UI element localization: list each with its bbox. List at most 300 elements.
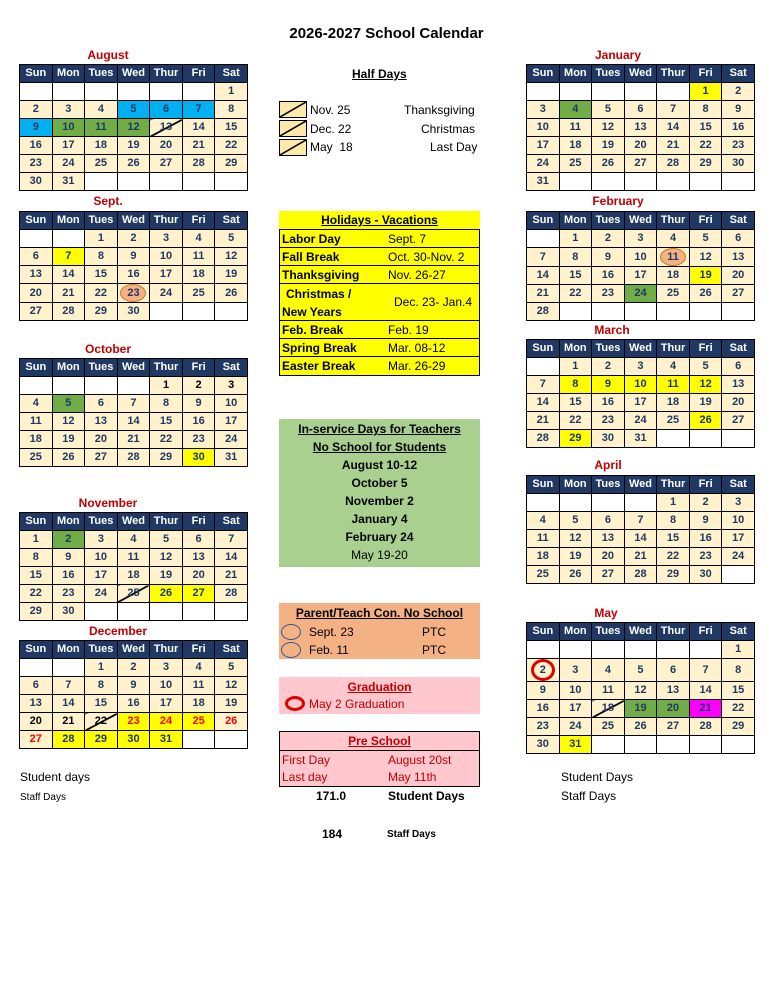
day-cell: 3 [527, 101, 560, 119]
empty-day-cell [722, 736, 755, 754]
day-cell: 18 [85, 137, 118, 155]
week-row [20, 137, 248, 155]
day-cell: 9 [592, 376, 625, 394]
empty-day-cell [215, 173, 248, 191]
day-cell: 25 [657, 285, 690, 303]
empty-day-cell [722, 303, 755, 321]
day-cell: 22 [722, 700, 755, 718]
day-cell: 29 [20, 603, 53, 621]
day-cell: 10 [215, 395, 248, 413]
day-cell: 1 [689, 83, 722, 101]
graduation-box [279, 677, 480, 714]
week-row [527, 682, 755, 700]
day-cell: 27 [20, 303, 53, 321]
ptc-label: PTC [422, 625, 446, 639]
student-days-label-left: Student days [20, 770, 91, 784]
week-row [527, 376, 755, 394]
day-cell: 13 [657, 682, 690, 700]
day-cell: 6 [150, 101, 183, 119]
day-cell: 16 [52, 567, 85, 585]
day-cell: 19 [215, 695, 248, 713]
day-header: Thur [150, 65, 183, 83]
calendar-march [526, 339, 755, 448]
day-cell: 28 [527, 430, 560, 448]
day-cell: 7 [117, 395, 150, 413]
day-cell: 23 [20, 155, 53, 173]
day-header: Fri [689, 623, 722, 641]
day-header: Wed [624, 212, 657, 230]
day-cell: 6 [20, 677, 53, 695]
day-cell: 14 [52, 695, 85, 713]
day-cell: 3 [150, 659, 183, 677]
holiday-date: Dec. 23- Jan.4 [394, 295, 473, 309]
day-number: 23 [120, 284, 146, 302]
day-cell: 10 [722, 512, 755, 530]
day-cell: 5 [559, 512, 592, 530]
day-cell: 30 [117, 303, 150, 321]
day-cell: 25 [559, 155, 592, 173]
day-header: Wed [624, 340, 657, 358]
day-cell: 4 [182, 659, 215, 677]
day-cell: 22 [85, 284, 118, 303]
week-row [527, 303, 755, 321]
day-cell: 17 [215, 413, 248, 431]
day-cell: 26 [215, 713, 248, 731]
day-cell: 21 [215, 567, 248, 585]
day-header-row [20, 641, 248, 659]
day-header: Fri [182, 359, 215, 377]
day-header: Wed [624, 65, 657, 83]
day-cell: 26 [150, 585, 183, 603]
day-cell: 16 [182, 413, 215, 431]
day-header: Fri [182, 65, 215, 83]
preschool-value: August 20st [388, 753, 452, 767]
empty-day-cell [722, 173, 755, 191]
day-header: Wed [624, 476, 657, 494]
day-cell: 28 [624, 566, 657, 584]
day-cell: 25 [20, 449, 53, 467]
week-row [20, 413, 248, 431]
day-cell: 31 [527, 173, 560, 191]
month-title-september: Sept. [93, 194, 123, 208]
week-row [20, 173, 248, 191]
day-cell: 16 [592, 267, 625, 285]
day-header: Sun [20, 65, 53, 83]
week-row [527, 230, 755, 248]
half-day-label: Last Day [430, 140, 478, 154]
holiday-date: Oct. 30-Nov. 2 [388, 250, 465, 264]
day-header: Tues [592, 65, 625, 83]
day-header: Tues [592, 340, 625, 358]
day-cell: 27 [722, 285, 755, 303]
day-header-row [527, 212, 755, 230]
day-cell: 7 [215, 531, 248, 549]
day-cell: 27 [182, 585, 215, 603]
empty-day-cell [215, 303, 248, 321]
week-row [527, 430, 755, 448]
day-cell: 28 [689, 718, 722, 736]
empty-day-cell [689, 736, 722, 754]
day-cell: 24 [52, 155, 85, 173]
empty-day-cell [182, 731, 215, 749]
day-cell: 15 [85, 266, 118, 284]
half-days-heading: Half Days [352, 67, 407, 81]
empty-day-cell [182, 303, 215, 321]
day-cell: 24 [215, 431, 248, 449]
empty-day-cell [689, 641, 722, 659]
day-cell: 10 [624, 248, 657, 267]
day-cell: 15 [150, 413, 183, 431]
half-day-date: Nov. 25 [310, 103, 351, 117]
day-cell: 25 [592, 718, 625, 736]
day-cell: 21 [117, 431, 150, 449]
week-row [20, 230, 248, 248]
day-cell: 6 [20, 248, 53, 266]
ptc-label: PTC [422, 643, 446, 657]
day-cell: 4 [559, 101, 592, 119]
day-cell: 5 [215, 659, 248, 677]
holiday-name: Thanksgiving [282, 268, 360, 282]
empty-day-cell [592, 494, 625, 512]
empty-day-cell [85, 603, 118, 621]
week-row [20, 83, 248, 101]
day-cell: 27 [624, 155, 657, 173]
empty-day-cell [52, 377, 85, 395]
day-header: Mon [559, 623, 592, 641]
day-header-row [527, 65, 755, 83]
day-header: Thur [150, 212, 183, 230]
day-header: Fri [182, 641, 215, 659]
day-cell: 18 [117, 567, 150, 585]
day-cell: 13 [722, 376, 755, 394]
day-cell: 8 [150, 395, 183, 413]
day-cell: 4 [657, 230, 690, 248]
day-cell: 29 [215, 155, 248, 173]
day-cell: 28 [182, 155, 215, 173]
day-header: Sat [215, 359, 248, 377]
day-cell: 11 [527, 530, 560, 548]
day-header: Sat [215, 65, 248, 83]
day-cell: 14 [527, 267, 560, 285]
day-cell: 17 [52, 137, 85, 155]
week-row [527, 285, 755, 303]
day-header: Fri [689, 340, 722, 358]
day-cell: 28 [527, 303, 560, 321]
day-cell: 12 [592, 119, 625, 137]
week-row [20, 101, 248, 119]
day-cell: 20 [592, 548, 625, 566]
empty-day-cell [85, 83, 118, 101]
day-cell: 29 [150, 449, 183, 467]
day-header-row [20, 212, 248, 230]
day-cell: 3 [624, 358, 657, 376]
day-cell: 2 [592, 230, 625, 248]
day-cell: 6 [85, 395, 118, 413]
day-cell: 8 [722, 659, 755, 682]
day-header: Sun [527, 340, 560, 358]
day-cell: 7 [52, 248, 85, 266]
day-cell: 26 [52, 449, 85, 467]
month-title-august: August [87, 48, 129, 62]
week-row [20, 659, 248, 677]
empty-day-cell [624, 736, 657, 754]
day-cell: 25 [117, 585, 150, 603]
day-cell: 1 [20, 531, 53, 549]
preschool-divider [280, 750, 479, 751]
day-cell: 22 [657, 548, 690, 566]
day-cell: 11 [559, 119, 592, 137]
day-cell: 15 [657, 530, 690, 548]
day-cell [657, 248, 690, 267]
day-cell: 20 [182, 567, 215, 585]
week-row [20, 549, 248, 567]
month-title-may: May [594, 606, 618, 620]
calendar-august [19, 64, 248, 191]
day-cell: 19 [215, 266, 248, 284]
day-cell: 9 [117, 677, 150, 695]
day-cell: 3 [722, 494, 755, 512]
half-day-label: Christmas [421, 122, 476, 136]
holiday-row [279, 356, 480, 376]
day-cell: 30 [182, 449, 215, 467]
week-row [527, 119, 755, 137]
day-cell: 9 [182, 395, 215, 413]
calendar-september [19, 211, 248, 321]
empty-day-cell [117, 603, 150, 621]
day-cell: 19 [689, 267, 722, 285]
day-header: Sun [20, 359, 53, 377]
day-header: Thur [657, 623, 690, 641]
day-cell: 28 [52, 303, 85, 321]
day-cell: 8 [85, 248, 118, 266]
empty-day-cell [117, 377, 150, 395]
day-cell: 9 [527, 682, 560, 700]
day-cell: 19 [689, 394, 722, 412]
holiday-row [279, 320, 480, 339]
day-cell: 21 [527, 285, 560, 303]
day-cell: 10 [559, 682, 592, 700]
calendar-november [19, 512, 248, 621]
holiday-row [279, 338, 480, 357]
empty-day-cell [657, 303, 690, 321]
empty-day-cell [657, 173, 690, 191]
day-cell: 26 [215, 284, 248, 303]
day-cell: 4 [117, 531, 150, 549]
day-header: Tues [85, 359, 118, 377]
empty-day-cell [624, 173, 657, 191]
day-cell: 6 [592, 512, 625, 530]
day-cell: 5 [624, 659, 657, 682]
day-cell: 30 [527, 736, 560, 754]
empty-day-cell [689, 430, 722, 448]
day-cell: 5 [215, 230, 248, 248]
empty-day-cell [215, 603, 248, 621]
day-cell: 31 [215, 449, 248, 467]
empty-day-cell [527, 358, 560, 376]
day-header: Sat [215, 212, 248, 230]
week-row [527, 267, 755, 285]
day-cell: 12 [624, 682, 657, 700]
day-cell: 27 [150, 155, 183, 173]
day-cell: 1 [215, 83, 248, 101]
inservice-heading-teachers: In-service Days for Teachers [298, 422, 461, 436]
day-cell: 2 [722, 83, 755, 101]
day-cell: 1 [85, 230, 118, 248]
day-cell: 23 [52, 585, 85, 603]
holiday-name: Labor Day [282, 232, 341, 246]
inservice-box [279, 419, 480, 567]
holiday-row [279, 283, 480, 321]
day-cell: 25 [657, 412, 690, 430]
empty-day-cell [624, 494, 657, 512]
week-row [527, 641, 755, 659]
day-header: Wed [117, 65, 150, 83]
day-cell: 11 [182, 248, 215, 266]
day-header: Tues [592, 212, 625, 230]
half-day-swatch [279, 101, 307, 118]
day-header: Fri [182, 212, 215, 230]
day-cell: 8 [657, 512, 690, 530]
day-header: Mon [52, 65, 85, 83]
day-cell: 22 [20, 585, 53, 603]
empty-day-cell [85, 173, 118, 191]
day-cell: 13 [722, 248, 755, 267]
day-header: Mon [52, 641, 85, 659]
empty-day-cell [20, 83, 53, 101]
week-row [527, 659, 755, 682]
holiday-date: Mar. 26-29 [388, 359, 446, 373]
week-row [527, 412, 755, 430]
week-row [20, 567, 248, 585]
day-cell: 11 [20, 413, 53, 431]
day-cell: 16 [592, 394, 625, 412]
preschool-value: May 11th [388, 770, 437, 784]
empty-day-cell [150, 603, 183, 621]
day-header: Sun [527, 476, 560, 494]
day-cell: 29 [559, 430, 592, 448]
holiday-name: Fall Break [282, 250, 340, 264]
holiday-date: Sept. 7 [388, 232, 427, 246]
preschool-key: Last day [282, 770, 328, 784]
empty-day-cell [182, 173, 215, 191]
day-cell: 23 [527, 718, 560, 736]
day-cell: 17 [559, 700, 592, 718]
week-row [20, 377, 248, 395]
day-cell: 10 [527, 119, 560, 137]
day-header-row [527, 623, 755, 641]
day-cell: 16 [20, 137, 53, 155]
day-cell: 15 [559, 267, 592, 285]
week-row [527, 512, 755, 530]
week-row [20, 155, 248, 173]
day-cell: 22 [559, 412, 592, 430]
inservice-heading-students: No School for Students [312, 440, 447, 454]
empty-day-cell [722, 430, 755, 448]
half-day-date: Dec. 22 [310, 122, 352, 136]
day-cell: 15 [85, 695, 118, 713]
day-cell: 20 [20, 284, 53, 303]
day-header: Thur [150, 641, 183, 659]
day-cell: 6 [624, 101, 657, 119]
empty-day-cell [722, 566, 755, 584]
day-cell: 21 [657, 137, 690, 155]
day-cell: 18 [20, 431, 53, 449]
empty-day-cell [657, 736, 690, 754]
empty-day-cell [182, 603, 215, 621]
day-cell: 3 [150, 230, 183, 248]
week-row [20, 695, 248, 713]
day-cell: 29 [85, 731, 118, 749]
day-cell: 18 [657, 394, 690, 412]
day-cell: 4 [85, 101, 118, 119]
day-cell: 28 [117, 449, 150, 467]
day-cell: 16 [689, 530, 722, 548]
week-row [20, 431, 248, 449]
day-cell: 6 [657, 659, 690, 682]
day-header: Wed [117, 212, 150, 230]
week-row [527, 736, 755, 754]
day-cell: 20 [85, 431, 118, 449]
empty-day-cell [52, 83, 85, 101]
day-cell: 18 [527, 548, 560, 566]
day-cell: 17 [624, 267, 657, 285]
staff-days-label-left: Staff Days [20, 792, 66, 803]
day-cell: 2 [689, 494, 722, 512]
day-cell: 2 [20, 101, 53, 119]
week-row [527, 248, 755, 267]
empty-day-cell [117, 83, 150, 101]
day-cell: 21 [527, 412, 560, 430]
day-cell: 4 [527, 512, 560, 530]
day-cell: 30 [117, 731, 150, 749]
day-cell: 1 [657, 494, 690, 512]
day-cell: 14 [52, 266, 85, 284]
holiday-name: Easter Break [282, 359, 356, 373]
empty-day-cell [527, 83, 560, 101]
empty-day-cell [592, 173, 625, 191]
day-cell: 5 [52, 395, 85, 413]
day-cell: 22 [559, 285, 592, 303]
inservice-date: October 5 [351, 476, 408, 490]
day-cell: 20 [722, 394, 755, 412]
day-cell: 18 [592, 700, 625, 718]
day-cell: 23 [592, 285, 625, 303]
day-cell: 1 [85, 659, 118, 677]
empty-day-cell [592, 641, 625, 659]
day-cell: 11 [592, 682, 625, 700]
day-cell: 24 [150, 284, 183, 303]
empty-day-cell [657, 83, 690, 101]
day-header: Mon [52, 212, 85, 230]
day-cell: 29 [689, 155, 722, 173]
day-header: Sun [20, 513, 53, 531]
day-cell: 29 [722, 718, 755, 736]
day-header: Thur [657, 65, 690, 83]
empty-day-cell [559, 494, 592, 512]
day-header: Mon [559, 340, 592, 358]
day-header: Sun [20, 641, 53, 659]
day-cell: 24 [150, 713, 183, 731]
day-cell: 24 [624, 285, 657, 303]
day-header: Tues [85, 641, 118, 659]
day-cell: 20 [624, 137, 657, 155]
day-cell: 7 [657, 101, 690, 119]
day-cell: 2 [182, 377, 215, 395]
week-row [527, 530, 755, 548]
holiday-name: Christmas / [286, 287, 352, 301]
day-cell: 12 [689, 248, 722, 267]
day-cell: 27 [85, 449, 118, 467]
